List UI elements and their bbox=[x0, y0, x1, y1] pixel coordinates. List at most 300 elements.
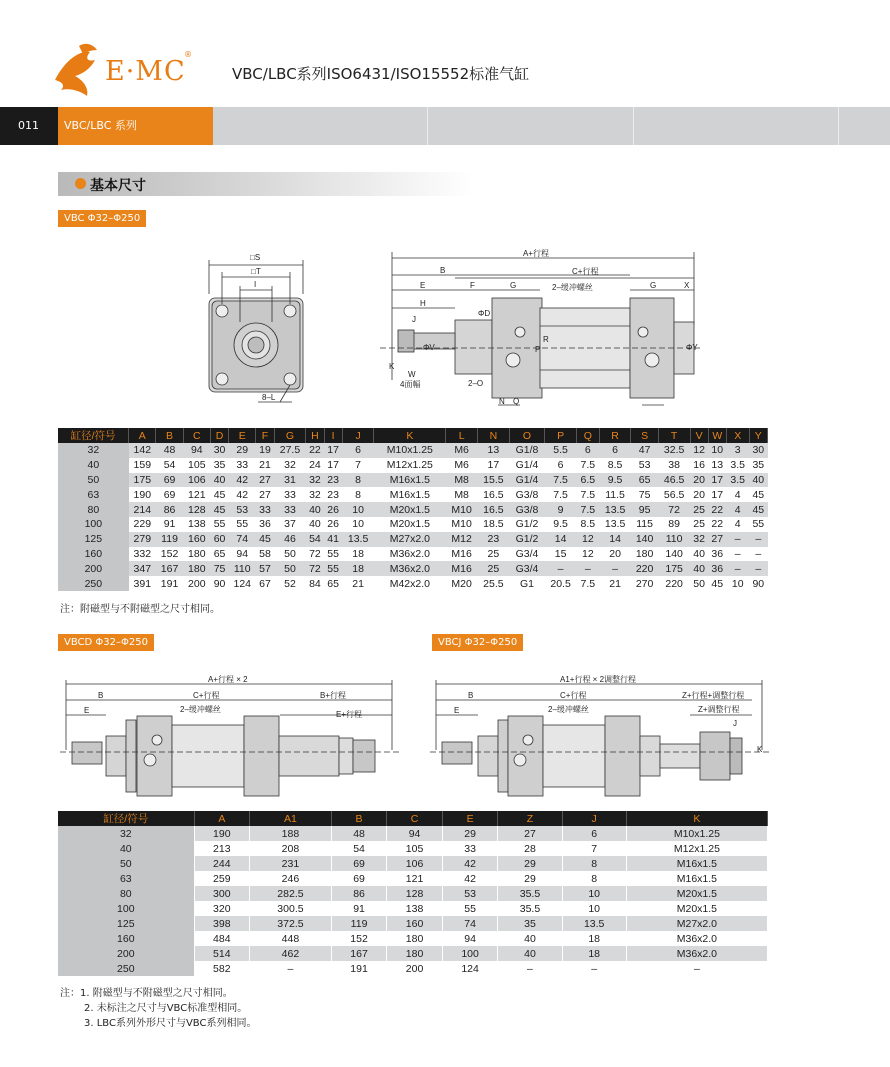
dim-label: Z+调整行程 bbox=[698, 705, 740, 714]
table-cell: 29 bbox=[498, 856, 562, 871]
table-cell: 47 bbox=[631, 443, 658, 458]
table-cell: 45 bbox=[711, 577, 724, 590]
table-cell: 38 bbox=[668, 459, 680, 472]
table-cell: M27x2.0 bbox=[374, 532, 446, 547]
table-cell: 229 bbox=[133, 518, 152, 531]
dim-label: B bbox=[468, 691, 474, 700]
column-header: J bbox=[342, 428, 374, 443]
table-cell: 3.5 bbox=[726, 473, 749, 488]
column-header: A bbox=[194, 811, 250, 826]
table-cell: 231 bbox=[250, 856, 332, 871]
table-cell: 119 bbox=[156, 532, 183, 547]
table-cell: 18 bbox=[352, 547, 364, 560]
dim-label: E bbox=[420, 281, 426, 290]
table-cell: 6 bbox=[562, 826, 626, 841]
table-cell: 282.5 bbox=[250, 886, 332, 901]
table-cell: M27x2.0 bbox=[626, 916, 767, 931]
table-cell: M16 bbox=[446, 561, 478, 576]
table-cell: 106 bbox=[183, 473, 210, 488]
table-cell: 48 bbox=[156, 443, 183, 458]
table-row bbox=[58, 576, 768, 591]
dim-label: G bbox=[650, 281, 657, 290]
dim-label: P bbox=[535, 345, 541, 354]
table-cell: 55 bbox=[327, 547, 339, 560]
table-cell: 36 bbox=[708, 561, 726, 576]
table-cell: 21 bbox=[352, 577, 364, 590]
table-note: 注：附磁型与不附磁型之尺寸相同。 bbox=[60, 604, 220, 615]
table-cell: M16x1.5 bbox=[626, 871, 767, 886]
table-cell: 22 bbox=[711, 518, 724, 531]
table-cell: 10 bbox=[352, 518, 364, 531]
column-header: X bbox=[726, 428, 749, 443]
table-cell: – bbox=[562, 961, 626, 976]
table-cell: M12x1.25 bbox=[626, 841, 767, 856]
column-header: I bbox=[324, 428, 342, 443]
table-cell: 95 bbox=[631, 502, 658, 517]
table-cell: 50 bbox=[58, 473, 129, 488]
table-cell: 45 bbox=[749, 502, 767, 517]
table-cell: 15.5 bbox=[478, 473, 510, 488]
dim-label: E+行程 bbox=[336, 710, 363, 719]
column-header: 缸径/符号 bbox=[58, 811, 194, 826]
table-cell: 12 bbox=[576, 532, 599, 547]
table-row bbox=[58, 487, 768, 502]
column-header: S bbox=[631, 428, 658, 443]
table-cell: 54 bbox=[331, 841, 387, 856]
table-cell: G3/8 bbox=[509, 502, 544, 517]
dim-label: W bbox=[408, 370, 416, 379]
table-cell: G1/2 bbox=[509, 532, 544, 547]
dim-label: F bbox=[470, 281, 475, 290]
table-header-row bbox=[58, 811, 768, 826]
table-cell: 9.5 bbox=[553, 518, 568, 531]
table-cell: 13.5 bbox=[562, 916, 626, 931]
table-cell: 18 bbox=[562, 931, 626, 946]
dim-label: R bbox=[543, 335, 549, 344]
table-cell: – bbox=[749, 561, 767, 576]
table-cell: 65 bbox=[631, 473, 658, 488]
registered-mark: ® bbox=[184, 50, 192, 59]
table-cell: 300 bbox=[194, 886, 250, 901]
table-cell: 89 bbox=[668, 518, 680, 531]
table-cell: 18 bbox=[342, 561, 374, 576]
dim-label: X bbox=[684, 281, 690, 290]
table-cell: 10 bbox=[708, 443, 726, 458]
table-cell: 18 bbox=[562, 946, 626, 961]
table-cell: 246 bbox=[250, 871, 332, 886]
table-cell: 12 bbox=[581, 547, 594, 560]
table-cell: G1 bbox=[519, 577, 534, 590]
table-row bbox=[58, 901, 768, 916]
table-cell: 20.5 bbox=[550, 577, 571, 590]
table-cell: M36x2.0 bbox=[389, 547, 430, 560]
table-cell: 152 bbox=[331, 931, 387, 946]
table-cell: 69 bbox=[331, 871, 387, 886]
table-cell: G1/4 bbox=[515, 459, 539, 472]
table-cell: 332 bbox=[133, 547, 152, 560]
table-cell: 220 bbox=[631, 561, 658, 576]
table-cell: 119 bbox=[331, 916, 387, 931]
tag-vbcj: VBCJ Φ32–Φ250 bbox=[432, 634, 523, 651]
dim-label: ΦV bbox=[423, 343, 435, 352]
table-cell: 180 bbox=[387, 946, 443, 961]
table-cell: G1/2 bbox=[515, 518, 539, 531]
table-cell: – bbox=[734, 547, 741, 560]
table-cell: 40 bbox=[309, 518, 321, 531]
vbcd-vbcj-drawing bbox=[0, 670, 890, 800]
table-cell: 7.5 bbox=[580, 459, 596, 472]
table-cell: M16x1.5 bbox=[374, 473, 446, 488]
table-cell: 11.5 bbox=[605, 488, 625, 501]
table-cell: 8.5 bbox=[607, 459, 623, 472]
table-cell: 244 bbox=[194, 856, 250, 871]
table-cell: 29 bbox=[229, 443, 256, 458]
table-row bbox=[58, 561, 768, 576]
dim-label: 2–缓冲螺丝 bbox=[548, 705, 589, 714]
table-cell: M10x1.25 bbox=[626, 826, 767, 841]
table-cell: 15 bbox=[554, 547, 567, 560]
section-title: 基本尺寸 bbox=[90, 178, 146, 194]
table-cell: 17 bbox=[324, 443, 342, 458]
table-cell: M20 bbox=[451, 577, 472, 590]
table-cell: 94 bbox=[236, 547, 249, 560]
table-cell: M36x2.0 bbox=[374, 561, 446, 576]
table-row bbox=[58, 443, 768, 458]
table-cell: 27 bbox=[256, 473, 274, 488]
table-row bbox=[58, 931, 768, 946]
table-cell: 30 bbox=[210, 443, 228, 458]
table-cell: 300.5 bbox=[250, 901, 332, 916]
column-header: N bbox=[478, 428, 510, 443]
table-row bbox=[58, 547, 768, 562]
table-cell: 220 bbox=[665, 577, 683, 590]
table-cell: 65 bbox=[213, 547, 226, 560]
table-cell: 30 bbox=[749, 443, 767, 458]
table-cell: 6 bbox=[576, 443, 599, 458]
table-cell: 24 bbox=[309, 459, 321, 472]
table-cell: 214 bbox=[129, 502, 156, 517]
table-cell: 8 bbox=[355, 488, 361, 501]
table-cell: 28 bbox=[498, 841, 562, 856]
table-cell: 36 bbox=[711, 547, 724, 560]
table-row bbox=[58, 841, 768, 856]
table-cell: G3/8 bbox=[515, 488, 539, 501]
table-cell: 6.5 bbox=[576, 473, 599, 488]
table-cell: 29 bbox=[442, 826, 498, 841]
table-cell: 167 bbox=[156, 561, 183, 576]
table-cell: 4 bbox=[734, 518, 741, 531]
table-cell: 9 bbox=[545, 502, 577, 517]
column-header: G bbox=[274, 428, 306, 443]
tag-vbcd: VBCD Φ32–Φ250 bbox=[58, 634, 154, 651]
table-cell: 40 bbox=[210, 473, 228, 488]
table-cell: 40 bbox=[306, 502, 324, 517]
top-bar bbox=[0, 107, 890, 145]
table-cell: 448 bbox=[250, 931, 332, 946]
table-cell: 180 bbox=[635, 547, 654, 560]
table-cell: 48 bbox=[331, 826, 387, 841]
table-cell: 7.5 bbox=[580, 577, 596, 590]
table-cell: – bbox=[545, 561, 577, 576]
table-cell: M6 bbox=[454, 459, 469, 472]
table-cell: 52 bbox=[284, 577, 296, 590]
table-row bbox=[58, 473, 768, 488]
table-cell: 36 bbox=[259, 518, 271, 531]
table-cell: 100 bbox=[58, 517, 129, 532]
table-cell: 40 bbox=[498, 931, 562, 946]
column-header: L bbox=[446, 428, 478, 443]
table-cell: 27 bbox=[708, 532, 726, 547]
table-cell: 55 bbox=[236, 518, 249, 531]
dim-label: E bbox=[454, 706, 460, 715]
table-row bbox=[58, 502, 768, 517]
table-cell: M10 bbox=[451, 518, 472, 531]
table-cell: 23 bbox=[478, 532, 510, 547]
table-cell: 23 bbox=[324, 473, 342, 488]
document-title: VBC/LBC系列ISO6431/ISO15552标准气缸 bbox=[232, 65, 530, 83]
table-cell: 45 bbox=[752, 488, 765, 501]
table-cell: 21 bbox=[609, 577, 621, 590]
table-cell: 125 bbox=[58, 532, 129, 547]
table-cell: 32 bbox=[690, 532, 708, 547]
column-header: F bbox=[256, 428, 274, 443]
table-cell: 33 bbox=[442, 841, 498, 856]
table-cell: 7 bbox=[355, 459, 361, 472]
table-cell: M10x1.25 bbox=[374, 443, 446, 458]
table-cell: M8 bbox=[454, 488, 469, 501]
bar-divider bbox=[633, 107, 634, 145]
table-cell: 90 bbox=[213, 577, 226, 590]
table-cell: 140 bbox=[631, 532, 658, 547]
table-cell: 75 bbox=[638, 488, 651, 501]
table-cell: M16x1.5 bbox=[626, 856, 767, 871]
dim-label: N bbox=[499, 397, 505, 406]
table-cell: 391 bbox=[133, 577, 152, 590]
table-cell: 40 bbox=[58, 458, 129, 473]
table-cell: – bbox=[726, 561, 749, 576]
dim-label: ΦY bbox=[686, 343, 698, 352]
table-cell: 53 bbox=[229, 502, 256, 517]
table-cell: 60 bbox=[210, 532, 228, 547]
column-header: H bbox=[306, 428, 324, 443]
table-cell: 128 bbox=[183, 502, 210, 517]
table-cell: 91 bbox=[163, 518, 176, 531]
table-cell: 121 bbox=[188, 488, 206, 501]
dim-label: E bbox=[84, 706, 90, 715]
bar-divider bbox=[838, 107, 839, 145]
table-cell: 13 bbox=[711, 459, 724, 472]
table-cell: M16 bbox=[451, 547, 472, 560]
table-cell: 72 bbox=[306, 561, 324, 576]
table-note: 3. LBC系列外形尺寸与VBC系列相同。 bbox=[84, 1018, 257, 1029]
table-cell: 32.5 bbox=[658, 443, 690, 458]
table-cell: 57 bbox=[256, 561, 274, 576]
table-cell: 3 bbox=[726, 443, 749, 458]
table-cell: 16 bbox=[693, 459, 705, 472]
series-label: VBC/LBC 系列 bbox=[58, 107, 213, 145]
table-cell: 10 bbox=[731, 577, 744, 590]
table-cell: 42 bbox=[442, 856, 498, 871]
dim-label: B bbox=[440, 266, 446, 275]
table-cell: 10 bbox=[562, 901, 626, 916]
column-header: 缸径/符号 bbox=[58, 428, 129, 443]
table-cell: – bbox=[599, 561, 631, 576]
table-cell: 124 bbox=[442, 961, 498, 976]
table-cell: 25.5 bbox=[483, 577, 504, 590]
table-cell: 91 bbox=[331, 901, 387, 916]
table-cell: 190 bbox=[194, 826, 250, 841]
column-header: T bbox=[658, 428, 690, 443]
table-row bbox=[58, 532, 768, 547]
table-cell: 7.5 bbox=[553, 488, 568, 501]
table-cell: 42 bbox=[229, 473, 256, 488]
table-cell: 250 bbox=[58, 961, 194, 976]
table-cell: 25 bbox=[487, 547, 500, 560]
table-cell: 9.5 bbox=[599, 473, 631, 488]
dim-label: I bbox=[254, 280, 257, 289]
table-cell: 40 bbox=[690, 561, 708, 576]
dim-label: 2–缓冲螺丝 bbox=[180, 705, 221, 714]
table-cell: 10 bbox=[342, 502, 374, 517]
table-cell: 8.5 bbox=[580, 518, 596, 531]
table-cell: 40 bbox=[58, 841, 194, 856]
dim-label: Q bbox=[513, 397, 520, 406]
table-cell: 20 bbox=[693, 488, 705, 501]
table-cell: 53 bbox=[638, 459, 651, 472]
table-cell: 208 bbox=[250, 841, 332, 856]
table-cell: 72 bbox=[309, 547, 321, 560]
table-cell: 56.5 bbox=[663, 488, 685, 501]
dim-label: K bbox=[389, 362, 395, 371]
table-cell: 35 bbox=[213, 459, 226, 472]
table-cell: 74 bbox=[229, 532, 256, 547]
table-cell: 200 bbox=[58, 561, 129, 576]
table-cell: G3/4 bbox=[509, 561, 544, 576]
table-cell: 140 bbox=[665, 547, 683, 560]
table-cell: 200 bbox=[387, 961, 443, 976]
table-cell: 53 bbox=[442, 886, 498, 901]
dim-label: H bbox=[420, 299, 426, 308]
column-header: J bbox=[562, 811, 626, 826]
column-header: C bbox=[387, 811, 443, 826]
table-cell: 32 bbox=[306, 473, 324, 488]
table-cell: 27 bbox=[498, 826, 562, 841]
column-header: E bbox=[229, 428, 256, 443]
table-cell: 46 bbox=[274, 532, 306, 547]
table-cell: 54 bbox=[163, 459, 176, 472]
column-header: Q bbox=[576, 428, 599, 443]
table-cell: M20x1.5 bbox=[374, 502, 446, 517]
table-cell: 84 bbox=[309, 577, 321, 590]
table-cell: – bbox=[576, 561, 599, 576]
table-cell: 484 bbox=[194, 931, 250, 946]
table-cell: – bbox=[498, 961, 562, 976]
table-cell: 23 bbox=[327, 488, 339, 501]
column-header: Y bbox=[749, 428, 767, 443]
table-cell: 69 bbox=[163, 488, 176, 501]
table-cell: 33 bbox=[236, 459, 249, 472]
column-header: K bbox=[626, 811, 767, 826]
column-header: A1 bbox=[250, 811, 332, 826]
table-cell: 175 bbox=[658, 561, 690, 576]
table-cell: 55 bbox=[324, 561, 342, 576]
table-cell: 18.5 bbox=[483, 518, 504, 531]
table-cell: 40 bbox=[498, 946, 562, 961]
table-cell: 35.5 bbox=[498, 901, 562, 916]
table-cell: 372.5 bbox=[250, 916, 332, 931]
table-cell: 35 bbox=[498, 916, 562, 931]
page-number: 011 bbox=[0, 107, 58, 145]
table-cell: 22 bbox=[306, 443, 324, 458]
table-cell: 160 bbox=[58, 931, 194, 946]
table-cell: 110 bbox=[229, 561, 256, 576]
dim-label: G bbox=[510, 281, 517, 290]
table-cell: – bbox=[755, 547, 762, 560]
table-cell: 17 bbox=[708, 473, 726, 488]
table-cell: 7 bbox=[562, 841, 626, 856]
table-row bbox=[58, 458, 768, 473]
dim-label: J bbox=[412, 315, 416, 324]
table-row bbox=[58, 916, 768, 931]
table-cell: 22 bbox=[708, 502, 726, 517]
table-cell: 188 bbox=[250, 826, 332, 841]
table-cell: 200 bbox=[188, 577, 206, 590]
table-cell: M16x1.5 bbox=[389, 488, 430, 501]
table-cell: M12x1.25 bbox=[386, 459, 433, 472]
table-cell: 40 bbox=[693, 547, 705, 560]
table-cell: 33 bbox=[274, 502, 306, 517]
dim-label: B+行程 bbox=[320, 691, 347, 700]
table-cell: 8 bbox=[342, 473, 374, 488]
table-row bbox=[58, 517, 768, 532]
table-cell: 55 bbox=[442, 901, 498, 916]
dimensions-table-vbc bbox=[58, 428, 768, 591]
table-cell: 6 bbox=[599, 443, 631, 458]
dim-label: ΦD bbox=[478, 309, 491, 318]
table-cell: 69 bbox=[156, 473, 183, 488]
dim-label: Z+行程+调整行程 bbox=[682, 691, 745, 700]
dim-label: 8–L bbox=[262, 393, 276, 402]
section-heading bbox=[58, 172, 473, 196]
table-cell: 13.5 bbox=[604, 518, 626, 531]
table-cell: 13.5 bbox=[342, 532, 374, 547]
dim-label: C+行程 bbox=[572, 267, 599, 276]
table-cell: 32 bbox=[284, 459, 296, 472]
dim-label: 2–O bbox=[468, 379, 484, 388]
table-cell: 65 bbox=[327, 577, 339, 590]
table-cell: 45 bbox=[256, 532, 274, 547]
table-cell: 20 bbox=[609, 547, 621, 560]
table-cell: 462 bbox=[250, 946, 332, 961]
table-row bbox=[58, 946, 768, 961]
table-row bbox=[58, 886, 768, 901]
table-cell: 398 bbox=[194, 916, 250, 931]
table-cell: 180 bbox=[387, 931, 443, 946]
table-cell: 67 bbox=[259, 577, 271, 590]
table-cell: M8 bbox=[446, 473, 478, 488]
table-cell: 94 bbox=[183, 443, 210, 458]
table-cell: 191 bbox=[331, 961, 387, 976]
dim-label: A+行程 × 2 bbox=[208, 675, 248, 684]
table-cell: 582 bbox=[194, 961, 250, 976]
table-cell: 45 bbox=[210, 502, 228, 517]
table-cell: 5.5 bbox=[545, 443, 577, 458]
table-cell: 63 bbox=[58, 871, 194, 886]
dim-label: C+行程 bbox=[193, 691, 220, 700]
column-header: E bbox=[442, 811, 498, 826]
table-cell: 128 bbox=[387, 886, 443, 901]
column-header: O bbox=[509, 428, 544, 443]
